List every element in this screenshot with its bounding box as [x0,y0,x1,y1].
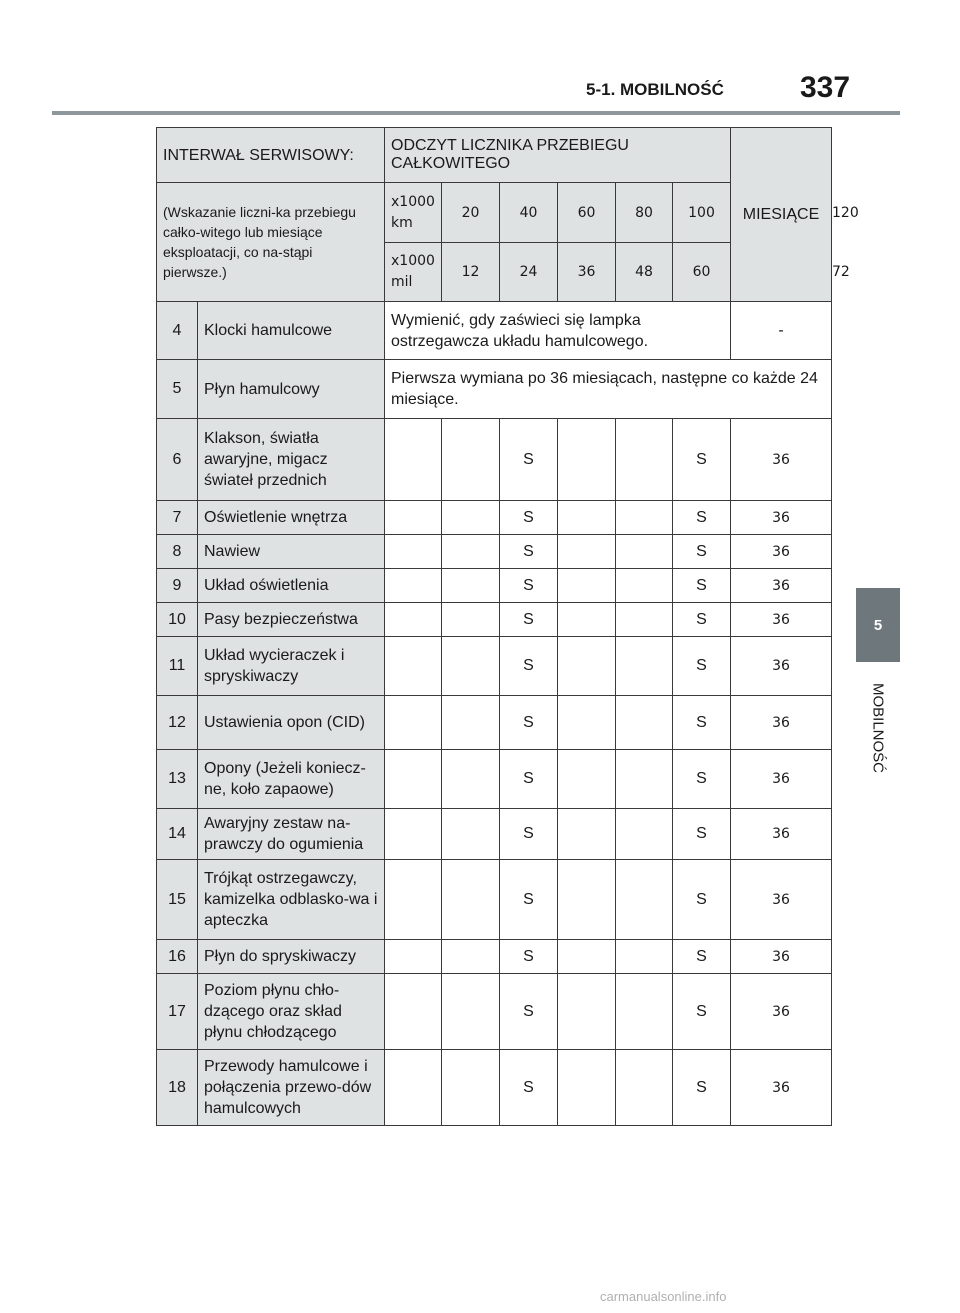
table-row [157,860,832,940]
km-value: 80 [616,183,673,243]
check-mark [558,1050,616,1126]
item-number: 11 [157,637,198,696]
check-mark: S [673,860,731,940]
check-mark [558,603,616,637]
item-number: 18 [157,1050,198,1126]
check-mark [442,860,500,940]
item-number: 13 [157,750,198,809]
check-mark [558,419,616,501]
table-row [157,750,832,809]
mil-value: 60 [673,243,731,302]
check-mark [558,809,616,860]
chapter-tab[interactable] [856,588,900,662]
check-mark [616,535,673,569]
check-mark: S [500,974,558,1050]
table-row [157,696,832,750]
interval-label: INTERWAŁ SERWISOWY: [157,128,385,183]
check-mark: S [673,501,731,535]
check-mark [558,940,616,974]
check-mark [385,535,442,569]
check-mark [385,419,442,501]
item-name: Klocki hamulcowe [198,302,385,360]
maintenance-table: INTERWAŁ SERWISOWY: ODCZYT LICZNIKA PRZEBIEGU CAŁKOWITEGO MIESIĄCE (Wskazanie liczni-ka przebiegu całko-witego lub miesiące eksploatacji, co na-stąpi pierwsze.) x1000 km 20 40 60 80 100 120 x1000 mil 12 24 36 48 60 72 4 Klocki hamulcowe Wymienić, gdy zaświeci się lampka ostrzegawcza układu hamulcowego. - 5 Płyn hamulcowy Pierwsza wymiana po 36 miesiącach, następne co każde 24 miesiące. 6 Klakson, światła awaryjne, migacz świateł przednich S S 36 7 Oświetlenie wnętrza S S 36 8 Nawiew S S 36 9 Układ oświetlenia S S 36 10 Pasy bezpieczeństwa S S 36 11 Układ wycieraczek i spryskiwaczy S S 36 12 Ustawienia opon (CID) S S 36 13 Opony (Jeżeli koniecz-ne, koło zapaowe) S S 36 14 Awaryjny zestaw na-prawczy do ogumienia S S 36 15 Trójkąt ostrzegawczy, kamizelka odblasko-wa i apteczka S S 36 16 Płyn do spryskiwaczy S S 36 17 Poziom płynu chło-dzącego oraz skład płynu chłodzącego S S 36 18 Przewody hamulcowe i połączenia przewo-dów hamulcowych S S 36 [156,127,832,1126]
chapter-label: MOBILNOŚĆ [869,682,887,774]
months-value: 36 [731,501,832,535]
check-mark [616,750,673,809]
mil-unit-label: x1000 mil [385,243,442,302]
months-value: 36 [731,569,832,603]
check-mark [616,501,673,535]
item-number: 15 [157,860,198,940]
table-row [157,603,832,637]
mil-value: 24 [500,243,558,302]
table-row [157,360,832,419]
item-instruction: Wymienić, gdy zaświeci się lampka ostrzegawcza układu hamulcowego. [385,302,731,360]
km-value: 100 [673,183,731,243]
item-name: Klakson, światła awaryjne, migacz świateł przednich [198,419,385,501]
check-mark: S [500,696,558,750]
item-name: Układ oświetlenia [198,569,385,603]
check-mark: S [500,1050,558,1126]
check-mark: S [500,419,558,501]
check-mark: S [673,940,731,974]
item-number: 9 [157,569,198,603]
check-mark [558,637,616,696]
check-mark: S [500,809,558,860]
table-row [157,302,832,360]
item-number: 7 [157,501,198,535]
item-name: Płyn do spryskiwaczy [198,940,385,974]
table-row [157,501,832,535]
item-instruction: Pierwsza wymiana po 36 miesiącach, następne co każde 24 miesiące. [385,360,832,419]
check-mark [442,603,500,637]
mil-value: 12 [442,243,500,302]
mil-value: 48 [616,243,673,302]
check-mark [616,1050,673,1126]
check-mark [442,569,500,603]
check-mark [385,809,442,860]
check-mark [385,750,442,809]
item-number: 17 [157,974,198,1050]
table-row [157,809,832,860]
check-mark [442,809,500,860]
item-number: 10 [157,603,198,637]
item-number: 14 [157,809,198,860]
item-name: Awaryjny zestaw na-prawczy do ogumienia [198,809,385,860]
check-mark: S [500,940,558,974]
item-name: Opony (Jeżeli koniecz-ne, koło zapaowe) [198,750,385,809]
item-name: Oświetlenie wnętrza [198,501,385,535]
check-mark: S [673,696,731,750]
chapter-number: 5 [873,616,883,634]
check-mark: S [673,637,731,696]
item-number: 16 [157,940,198,974]
table-row [157,535,832,569]
check-mark: S [673,974,731,1050]
check-mark: S [673,750,731,809]
check-mark [616,603,673,637]
header-divider [52,111,900,115]
months-value: 36 [731,940,832,974]
item-name: Pasy bezpieczeństwa [198,603,385,637]
check-mark: S [673,1050,731,1126]
check-mark [385,603,442,637]
check-mark [442,696,500,750]
check-mark [385,637,442,696]
months-value: 36 [731,809,832,860]
item-name: Układ wycieraczek i spryskiwaczy [198,637,385,696]
km-value: 40 [500,183,558,243]
months-value: 36 [731,974,832,1050]
check-mark: S [500,750,558,809]
check-mark [558,501,616,535]
check-mark [442,535,500,569]
months-value: - [731,302,832,360]
check-mark [442,1050,500,1126]
check-mark [558,535,616,569]
item-number: 8 [157,535,198,569]
item-number: 4 [157,302,198,360]
item-name: Ustawienia opon (CID) [198,696,385,750]
check-mark: S [500,569,558,603]
check-mark [442,501,500,535]
months-value: 36 [731,750,832,809]
check-mark [616,419,673,501]
check-mark [385,860,442,940]
check-mark [616,569,673,603]
check-mark: S [500,603,558,637]
table-row [157,637,832,696]
check-mark: S [673,809,731,860]
table-row [157,1050,832,1126]
km-value: 60 [558,183,616,243]
check-mark: S [673,603,731,637]
check-mark [385,1050,442,1126]
table-row [157,569,832,603]
check-mark [385,940,442,974]
km-unit-label: x1000 km [385,183,442,243]
months-value: 36 [731,1050,832,1126]
months-label: MIESIĄCE [731,128,832,302]
check-mark [616,860,673,940]
check-mark: S [673,535,731,569]
check-mark [442,750,500,809]
check-mark [558,569,616,603]
item-name: Nawiew [198,535,385,569]
check-mark [385,501,442,535]
check-mark [558,696,616,750]
check-mark [616,696,673,750]
check-mark [442,419,500,501]
check-mark [385,569,442,603]
check-mark [616,809,673,860]
check-mark [616,637,673,696]
mil-value: 36 [558,243,616,302]
months-value: 36 [731,535,832,569]
item-number: 6 [157,419,198,501]
table-row [157,419,832,501]
check-mark [385,974,442,1050]
item-name: Przewody hamulcowe i połączenia przewo-dów hamulcowych [198,1050,385,1126]
check-mark: S [500,860,558,940]
check-mark: S [500,535,558,569]
months-value: 36 [731,696,832,750]
check-mark [558,974,616,1050]
item-name: Płyn hamulcowy [198,360,385,419]
table-row [157,974,832,1050]
table-row [157,940,832,974]
check-mark [385,696,442,750]
months-value: 36 [731,603,832,637]
item-number: 12 [157,696,198,750]
km-value: 20 [442,183,500,243]
months-value: 36 [731,860,832,940]
check-mark: S [673,419,731,501]
check-mark: S [500,637,558,696]
check-mark [442,940,500,974]
check-mark [558,750,616,809]
item-number: 5 [157,360,198,419]
interval-note: (Wskazanie liczni-ka przebiegu całko-witego lub miesiące eksploatacji, co na-stąpi pierwsze.) [157,183,385,302]
months-value: 36 [731,419,832,501]
section-title: 5-1. MOBILNOŚĆ [586,80,724,99]
check-mark [558,860,616,940]
check-mark [616,974,673,1050]
months-value: 36 [731,637,832,696]
odometer-label: ODCZYT LICZNIKA PRZEBIEGU CAŁKOWITEGO [385,128,731,183]
check-mark: S [673,569,731,603]
check-mark: S [500,501,558,535]
item-name: Trójkąt ostrzegawczy, kamizelka odblasko-wa i apteczka [198,860,385,940]
page-number: 337 [800,71,851,104]
item-name: Poziom płynu chło-dzącego oraz skład płynu chłodzącego [198,974,385,1050]
check-mark [616,940,673,974]
check-mark [442,637,500,696]
check-mark [442,974,500,1050]
watermark: carmanualsonline.info [600,1289,727,1304]
